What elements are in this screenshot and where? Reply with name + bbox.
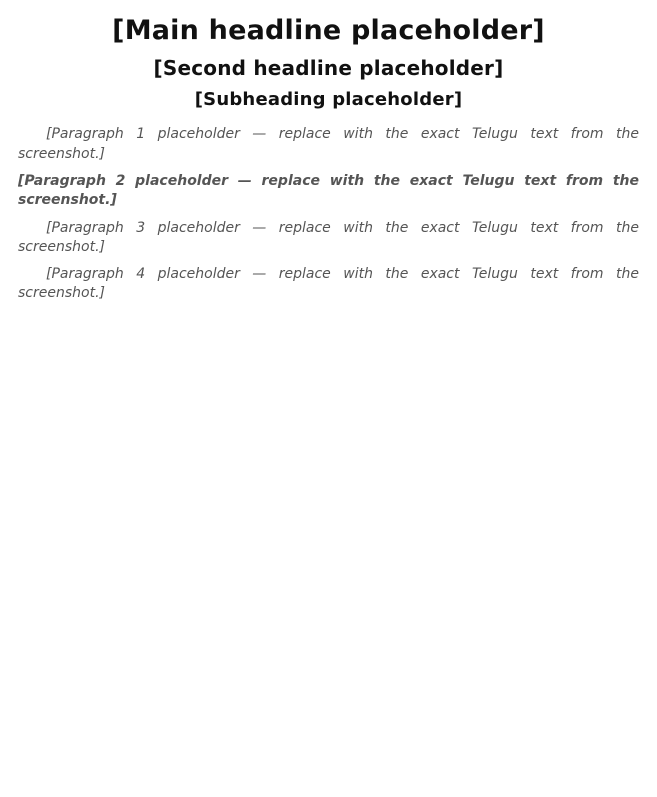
subheading: [Subheading placeholder] xyxy=(194,88,463,110)
paragraph-3: [Paragraph 3 placeholder — replace with the exact Telugu text from the screenshot.] xyxy=(18,219,639,255)
paragraph-4: [Paragraph 4 placeholder — replace with the exact Telugu text from the screenshot.] xyxy=(18,266,639,302)
secondary-headline: [Second headline placeholder] xyxy=(153,55,504,80)
document-header xyxy=(18,10,639,125)
paragraph-2: [Paragraph 2 placeholder — replace with the exact Telugu text from the screenshot.] xyxy=(18,172,639,209)
paragraph-1: [Paragraph 1 placeholder — replace with the exact Telugu text from the screenshot.] xyxy=(18,126,639,162)
article-body xyxy=(18,125,639,787)
main-headline: [Main headline placeholder] xyxy=(112,15,545,46)
